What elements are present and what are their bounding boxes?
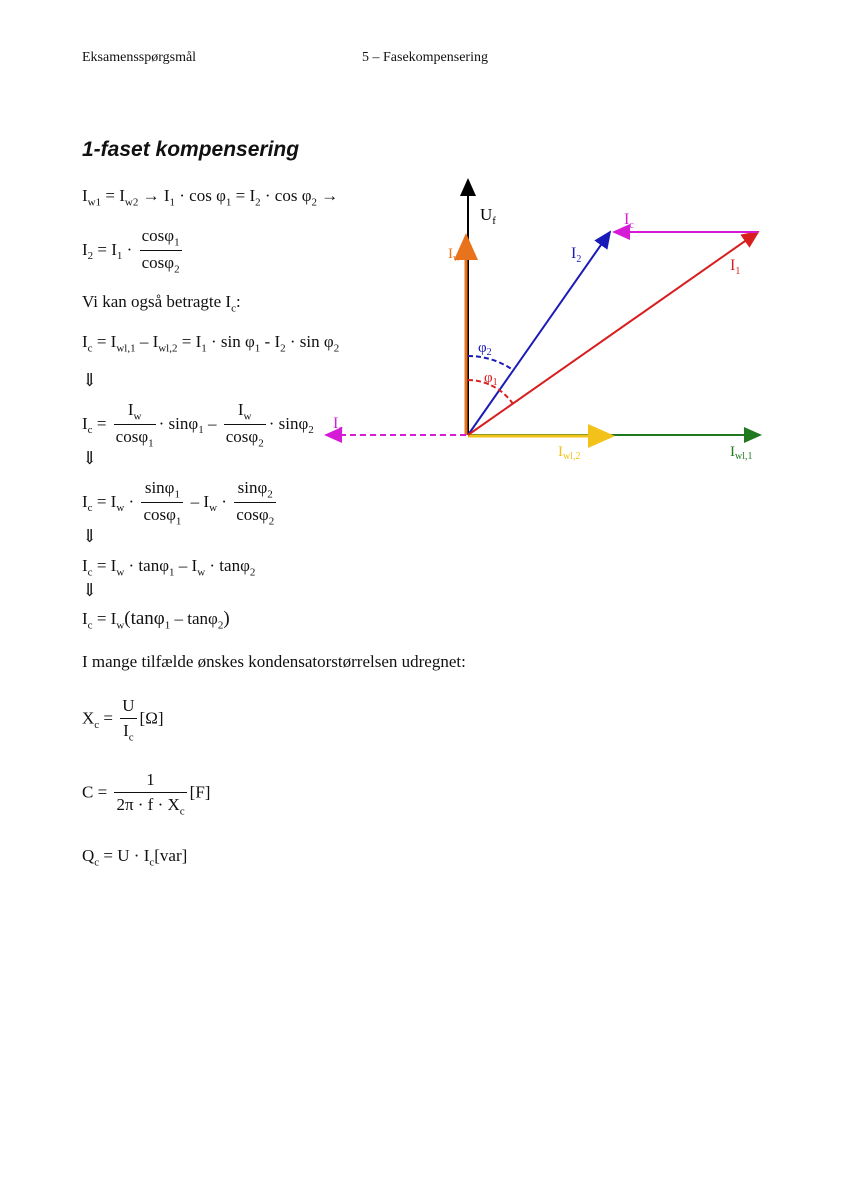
equation-1: $I_{w1} = I_{w2} \to I_1 \cdot \cos \varphi_1 = I_2 \cdot \cos \varphi_2$ → — [82, 186, 339, 209]
phi2-label: $\varphi_2$ — [478, 340, 492, 358]
phi1-label: $\varphi_1$ — [484, 370, 498, 388]
equation-2: $I_2 = I_1$ · $\frac{\cos\varphi_1}{\cos\varphi_2}$ — [82, 226, 180, 276]
implies-arrow: ⇓ — [82, 580, 98, 600]
text-capacitor-size: I mange tilfælde ønskes kondensatorstørrelsen udregnet: — [82, 652, 466, 671]
text-consider-ic: Vi kan også betragte $I_c$: — [82, 292, 241, 315]
iwl1-label: $I_{wl,1}$ — [730, 444, 753, 462]
equation-c: C = $\frac{1}{2\pi \cdot f \cdot X_c}$ [F] — [82, 770, 211, 818]
equation-xc: $X_c$ = $\frac{U}{I_c}$ [Ω] — [82, 696, 164, 744]
equation-5: $I_c = I_w$ · $\frac{\sin\varphi_1}{\cos\varphi_1}$ – $I_w$ · $\frac{\sin\varphi_2}{\cos\varphi_2}$ — [82, 478, 275, 528]
header-center: 5 – Fasekompensering — [362, 50, 488, 65]
section-title: 1-faset kompensering — [82, 138, 300, 161]
header-left: Eksamensspørgsmål — [82, 50, 197, 65]
equation-6: $I_c = I_w \cdot \tan\varphi_1 - I_w \cdot \tan\varphi_2$ — [82, 556, 256, 579]
equation-3: $I_c = I_{wl,1} - I_{wl,2} = I_1 \cdot \sin \varphi_1 - I_2 \cdot \sin \varphi_2$ — [82, 332, 340, 355]
phi2-arc — [468, 356, 513, 370]
ic-top-label: $I_c$ — [624, 211, 634, 231]
ic-left-label: $I_c$ — [333, 415, 343, 435]
implies-arrow: ⇓ — [82, 370, 98, 390]
implies-arrow: ⇓ — [82, 526, 98, 546]
iw-label: $I_w$ — [448, 246, 461, 264]
i1-vector — [468, 232, 758, 435]
implies-arrow: ⇓ — [82, 448, 98, 468]
equation-qc: $Q_c = U \cdot I_c[var]$ — [82, 846, 188, 869]
equation-4: $I_c$ = $\frac{I_w}{\cos\varphi_1}$ · sinφ$_1$ – $\frac{I_w}{\cos\varphi_2}$ · sinφ$_2$ — [82, 400, 314, 450]
i2-vector — [468, 232, 610, 435]
uf-label: $U_f$ — [480, 205, 496, 227]
equation-7: $I_c = I_w(\tan\varphi_1 - \tan\varphi_2)$ — [82, 608, 230, 632]
i2-label: $I_2$ — [571, 245, 582, 265]
iwl2-label: $I_{wl,2}$ — [558, 444, 581, 462]
i1-label: $I_1$ — [730, 257, 741, 277]
